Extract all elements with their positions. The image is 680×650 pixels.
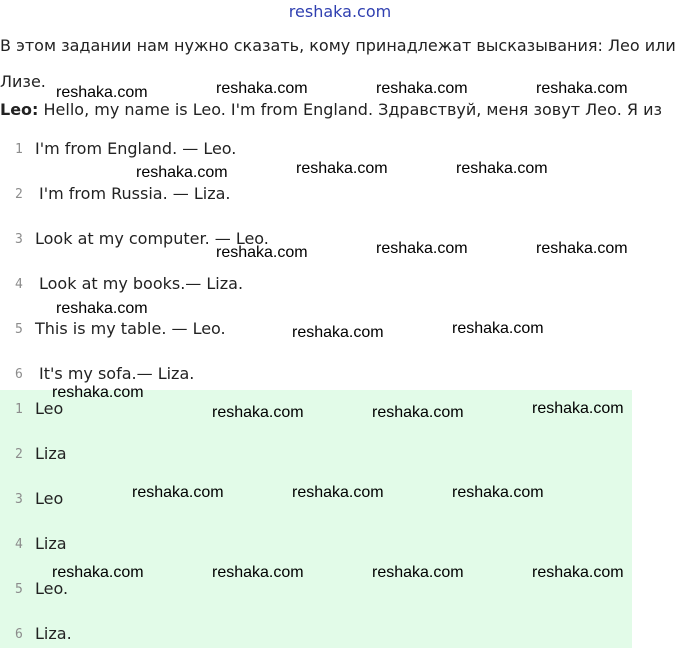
watermark: reshaka.com [532, 400, 624, 417]
watermark: reshaka.com [292, 484, 384, 501]
answer-text: Leo [35, 489, 64, 508]
watermark: reshaka.com [372, 404, 464, 421]
watermark: reshaka.com [452, 484, 544, 501]
statement-text: It's my sofa.— Liza. [39, 364, 195, 383]
answer-number: 1 [15, 402, 23, 417]
statement-text: I'm from England. — Leo. [35, 139, 237, 158]
answer-text: Leo [35, 399, 64, 418]
statement-number: 4 [15, 277, 23, 292]
answer-number: 6 [15, 627, 23, 642]
watermark: reshaka.com [56, 84, 148, 101]
answer-text: Liza [35, 534, 67, 553]
statement-text: Look at my computer. — Leo. [35, 229, 269, 248]
watermark: reshaka.com [132, 484, 224, 501]
answer-text: Liza. [35, 624, 72, 643]
watermark: reshaka.com [372, 564, 464, 581]
watermark: reshaka.com [212, 564, 304, 581]
statement-number: 1 [15, 142, 23, 157]
answer-text: Leo. [35, 579, 69, 598]
statement-text: This is my table. — Leo. [35, 319, 226, 338]
site-header-link[interactable]: reshaka.com [288, 2, 392, 21]
watermark: reshaka.com [376, 80, 468, 97]
watermark: reshaka.com [216, 244, 308, 261]
statement-number: 5 [15, 322, 23, 337]
intro-line-1: В этом задании нам нужно сказать, кому принадлежат высказывания: Лео или [0, 36, 676, 55]
watermark: reshaka.com [536, 240, 628, 257]
statement-number: 6 [15, 367, 23, 382]
leo-speaker-label: Leo: [0, 100, 39, 119]
watermark: reshaka.com [52, 384, 144, 401]
watermark: reshaka.com [536, 80, 628, 97]
watermark: reshaka.com [456, 160, 548, 177]
watermark: reshaka.com [216, 80, 308, 97]
answers-panel [0, 390, 632, 648]
watermark: reshaka.com [452, 320, 544, 337]
watermark: reshaka.com [52, 564, 144, 581]
answer-number: 2 [15, 447, 23, 462]
statement-text: I'm from Russia. — Liza. [39, 184, 231, 203]
intro-line-2: Лизе. [0, 72, 46, 91]
watermark: reshaka.com [136, 164, 228, 181]
leo-introduction-text: Hello, my name is Leo. I'm from England. Здравствуй, меня зовут Лео. Я из [38, 100, 663, 119]
statement-number: 3 [15, 232, 23, 247]
watermark: reshaka.com [296, 160, 388, 177]
watermark: reshaka.com [532, 564, 624, 581]
statement-text: Look at my books.— Liza. [39, 274, 244, 293]
answer-number: 4 [15, 537, 23, 552]
watermark: reshaka.com [292, 324, 384, 341]
leo-introduction [0, 100, 680, 119]
answer-number: 3 [15, 492, 23, 507]
statement-number: 2 [15, 187, 23, 202]
answer-number: 5 [15, 582, 23, 597]
answer-text: Liza [35, 444, 67, 463]
watermark: reshaka.com [376, 240, 468, 257]
watermark: reshaka.com [212, 404, 304, 421]
watermark: reshaka.com [56, 300, 148, 317]
